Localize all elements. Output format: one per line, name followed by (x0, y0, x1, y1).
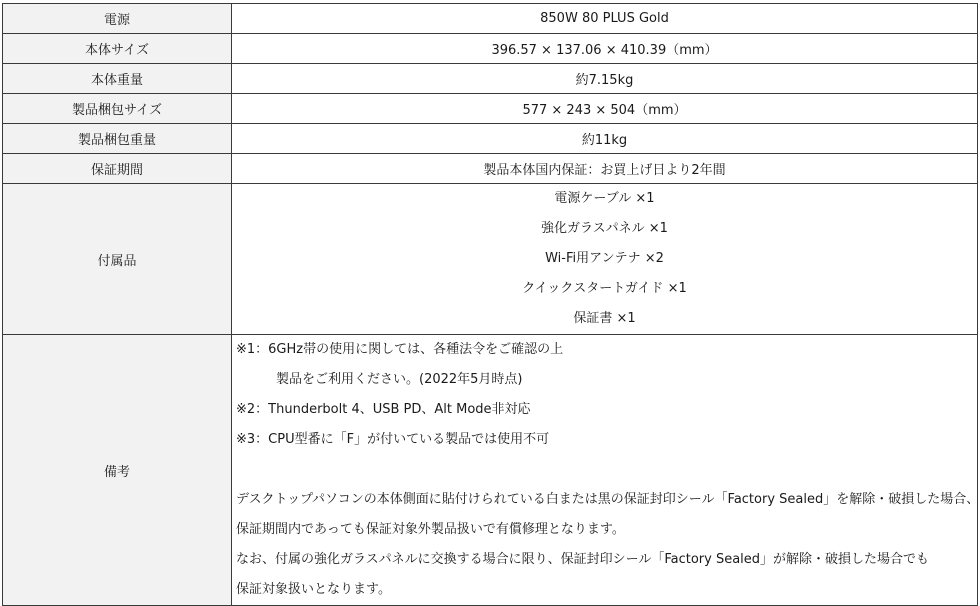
row-package-weight (3, 124, 978, 154)
value-package-weight: 約11kg (232, 124, 978, 154)
glass-panel-notice-line-2: 保証対象扱いとなります。 (236, 582, 391, 597)
value-package-size: 577 × 243 × 504（mm） (232, 94, 978, 124)
value-body-weight: 約7.15kg (232, 64, 978, 94)
value-accessories (232, 184, 978, 335)
value-power: 850W 80 PLUS Gold (232, 4, 978, 34)
spec-table (2, 3, 978, 606)
note-1: ※1：6GHz帯の使用に関しては、各種法令をご確認の上 (236, 342, 564, 357)
note-2: ※2：Thunderbolt 4、USB PD、Alt Mode非対応 (236, 402, 531, 417)
row-package-size (3, 94, 978, 124)
row-power (3, 4, 978, 34)
row-body-weight (3, 64, 978, 94)
label-warranty: 保証期間 (3, 154, 232, 184)
note-3: ※3：CPU型番に「F」が付いている製品では使用不可 (236, 432, 550, 447)
row-warranty (3, 154, 978, 184)
value-remarks (232, 335, 978, 606)
label-power: 電源 (3, 4, 232, 34)
value-warranty: 製品本体国内保証：お買上げ日より2年間 (232, 154, 978, 184)
seal-notice-line-2: 保証期間内であっても保証対象外製品扱いで有償修理となります。 (236, 522, 625, 537)
accessory-item: 電源ケーブル ×1 (554, 191, 655, 206)
seal-notice-line-1: デスクトップパソコンの本体側面に貼付けられている白または黒の保証封印シール「Factory Sealed」を解除・破損した場合、 (236, 492, 980, 507)
accessory-item: Wi-Fi用アンテナ ×2 (545, 251, 664, 266)
accessory-item: 保証書 ×1 (573, 311, 636, 326)
spacer (236, 455, 977, 485)
label-package-weight: 製品梱包重量 (3, 124, 232, 154)
row-body-size (3, 34, 978, 64)
accessory-item: 強化ガラスパネル ×1 (541, 221, 668, 236)
row-accessories (3, 184, 978, 335)
accessory-item: クイックスタートガイド ×1 (522, 281, 687, 296)
note-1-continued: 製品をご利用ください。(2022年5月時点) (276, 372, 523, 387)
row-remarks (3, 335, 978, 606)
value-body-size: 396.57 × 137.06 × 410.39（mm） (232, 34, 978, 64)
label-accessories: 付属品 (3, 184, 232, 335)
label-body-weight: 本体重量 (3, 64, 232, 94)
glass-panel-notice-line-1: なお、付属の強化ガラスパネルに交換する場合に限り、保証封印シール「Factory Sealed」が解除・破損した場合でも (236, 552, 930, 567)
label-body-size: 本体サイズ (3, 34, 232, 64)
label-package-size: 製品梱包サイズ (3, 94, 232, 124)
label-remarks: 備考 (3, 335, 232, 606)
